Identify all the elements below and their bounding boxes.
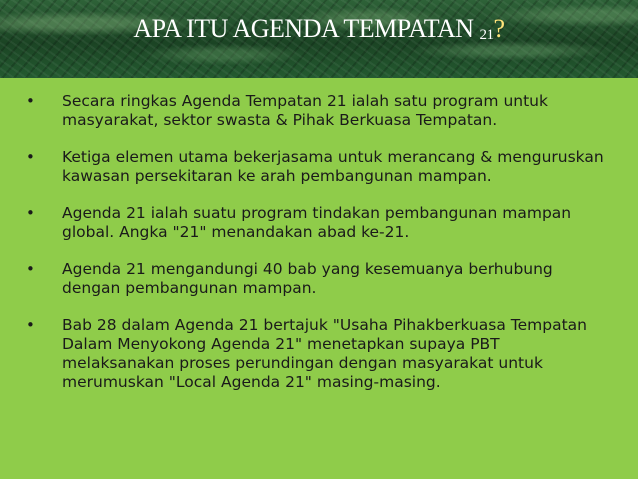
bullet-item-4: [26, 260, 606, 298]
bullet-icon: •: [26, 148, 35, 166]
bullet-icon: •: [26, 316, 35, 334]
bullet-list: [26, 92, 606, 410]
bullet-text: Ketiga elemen utama bekerjasama untuk merancang & menguruskan kawasan persekitaran ke arah pembangunan mampan.: [62, 148, 604, 185]
bullet-text: Bab 28 dalam Agenda 21 bertajuk "Usaha Pihakberkuasa Tempatan Dalam Menyokong Agenda 21" menetapkan supaya PBT melaksanakan proses perundingan dengan masyarakat untuk merumuskan "Local Agenda 21" masing-masing.: [62, 316, 587, 391]
slide-title-main: APA ITU AGENDA TEMPATAN: [133, 14, 480, 43]
bullet-text: Secara ringkas Agenda Tempatan 21 ialah satu program untuk masyarakat, sektor swasta & Pihak Berkuasa Tempatan.: [62, 92, 548, 129]
bullet-item-3: [26, 204, 606, 242]
bullet-icon: •: [26, 92, 35, 110]
bullet-text: Agenda 21 ialah suatu program tindakan pembangunan mampan global. Angka "21" menandakan abad ke-21.: [62, 204, 572, 241]
slide-title: [0, 14, 638, 44]
slide-title-suffix: 21: [479, 27, 494, 43]
bullet-icon: •: [26, 204, 35, 222]
title-banner: [0, 0, 638, 78]
bullet-icon: •: [26, 260, 35, 278]
bullet-item-1: [26, 92, 606, 130]
bullet-text: Agenda 21 mengandungi 40 bab yang kesemuanya berhubung dengan pembangunan mampan.: [62, 260, 553, 297]
bullet-item-2: [26, 148, 606, 186]
slide-title-question-mark: ?: [493, 14, 505, 43]
bullet-item-5: [26, 316, 606, 392]
